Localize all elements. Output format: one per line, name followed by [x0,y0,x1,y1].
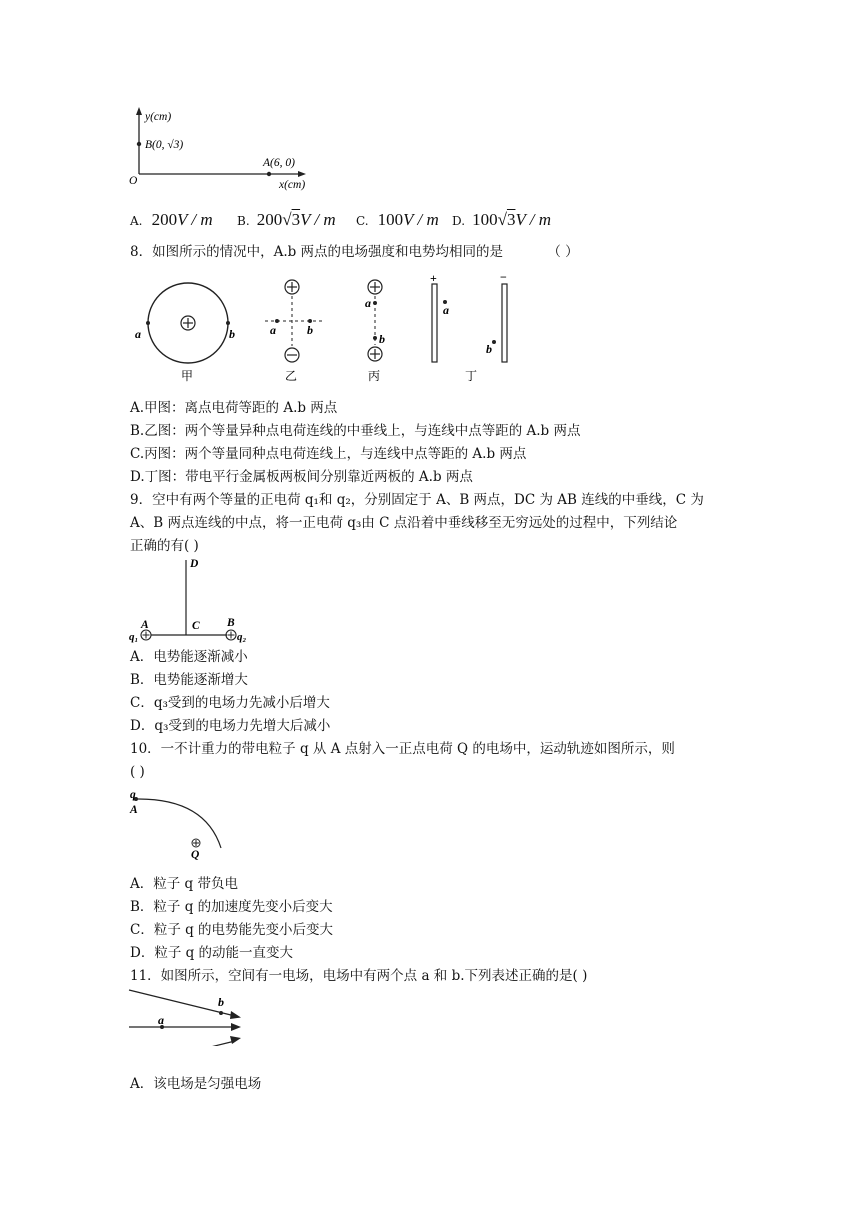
q9-option-a[interactable]: A．电势能逐渐减小 [130,649,248,665]
q7-option-c[interactable] [356,210,439,230]
panel-jia [135,283,235,383]
q10-option-d[interactable]: D．粒子 q 的动能一直变大 [130,945,294,961]
trajectory-curve [136,799,221,848]
q8-stem-text: 8．如图所示的情况中，A.b 两点的电场强度和电势均相同的是 [130,244,504,260]
label-a: A [141,619,149,631]
q9-stem-line-3: 正确的有( ) [130,538,199,554]
q10-stem-line-1: 10．一不计重力的带电粒子 q 从 A 点射入一正点电荷 Q 的电场中，运动轨迹如图所示，则 [130,741,675,757]
option-unit: V / m [300,210,336,229]
q10-stem-line-2: ( ) [130,764,145,780]
q8-option-c[interactable]: C.丙图：两个等量同种点电荷连线上，与连线中点等距的 A.b 两点 [130,446,527,462]
option-unit: V / m [515,210,552,229]
q8-option-b[interactable]: B.乙图：两个等量异种点电荷连线的中垂线上，与连线中点等距的 A.b 两点 [130,423,581,439]
q9-charges-figure [125,556,265,646]
plate-plus-sign: + [430,272,437,285]
arrow-bottom [230,1036,241,1044]
q9-option-b[interactable]: B．电势能逐渐增大 [130,672,248,688]
option-value: 100 [472,210,498,229]
option-sqrt: 3 [506,210,516,229]
point-b-dot [219,1011,223,1015]
y-axis-arrow [136,107,142,115]
label-b: b [307,323,313,337]
option-value: 100 [377,210,404,229]
label-a: a [443,303,449,317]
q7-coordinate-figure [125,104,325,192]
point-a-label: A(6, 0) [263,157,295,169]
label-yi: 乙 [285,369,298,383]
q11-option-a[interactable]: A．该电场是匀强电场 [130,1076,262,1092]
label-b: b [218,995,224,1009]
q9-option-c[interactable]: C．q₃受到的电场力先减小后增大 [130,695,330,711]
point-a [146,321,150,325]
label-a: a [158,1013,164,1027]
panel-bing [365,280,385,383]
label-b: B [227,617,235,629]
option-unit: V / m [177,210,213,229]
q9-stem-line-2: A、B 两点连线的中点，将一正电荷 q₃由 C 点沿着中垂线移至无穷远处的过程中，下列结论 [130,515,678,531]
label-bing: 丙 [368,369,381,383]
q8-four-panel-figure [125,272,525,390]
q9-option-d[interactable]: D．q₃受到的电场力先增大后减小 [130,718,331,734]
option-letter: B. [237,214,250,228]
label-q1: q₁ [129,631,139,643]
q7-options [130,206,600,230]
negative-plate [502,284,507,362]
point-b [373,336,377,340]
option-unit: V / m [403,210,439,229]
plate-minus-sign: − [500,272,507,284]
label-q2: q₂ [237,631,247,643]
x-axis-label: x(cm) [279,179,306,191]
q10-option-b[interactable]: B．粒子 q 的加速度先变小后变大 [130,899,333,915]
q10-option-a[interactable]: A．粒子 q 带负电 [130,876,238,892]
point-b-label: B(0, √3) [145,139,184,151]
point-b [226,321,230,325]
q7-option-a[interactable] [130,210,213,230]
option-sqrt: 3 [291,210,301,229]
option-letter: D. [452,214,466,228]
q8-stem [130,242,579,262]
label-c: C [192,620,200,632]
point-b-dot [137,142,141,146]
arrow-middle [231,1023,241,1031]
origin-label: O [129,175,138,187]
q11-field-lines-figure [125,986,250,1046]
x-axis-arrow [298,171,306,177]
label-q: q [130,789,136,801]
q7-option-d[interactable] [452,210,551,230]
point-a-dot [267,172,271,176]
option-letter: C. [356,214,369,228]
panel-yi [265,280,322,383]
y-axis-label: y(cm) [145,111,172,123]
label-a: a [270,323,276,337]
q11-stem: 11．如图所示，空间有一电场，电场中有两个点 a 和 b.下列表述正确的是( ) [130,968,588,984]
point-a [373,301,377,305]
q8-answer-paren: （ ） [547,244,579,260]
label-d: D [190,558,199,570]
panel-ding [430,272,507,383]
option-value: 200 [151,210,178,229]
q10-option-c[interactable]: C．粒子 q 的电势能先变小后变大 [130,922,334,938]
label-b: b [486,342,492,356]
label-big-q: Q [191,849,200,861]
arrow-top [230,1011,241,1019]
q10-trajectory-figure [125,788,235,863]
label-b: b [379,332,385,346]
option-letter: A. [130,214,143,228]
point-b [492,340,496,344]
sqrt-sign: √ [282,210,292,229]
q8-option-d[interactable]: D.丁图：带电平行金属板两板间分别靠近两板的 A.b 两点 [130,469,473,485]
q8-option-a[interactable]: A.甲图：离点电荷等距的 A.b 两点 [130,400,338,416]
q7-option-b[interactable] [237,210,336,230]
label-ding: 丁 [465,369,478,383]
q9-stem-line-1: 9．空中有两个等量的正电荷 q₁和 q₂，分别固定于 A、B 两点，DC 为 AB 连线的中垂线，C 为 [130,492,704,508]
option-value: 200 [256,210,283,229]
label-a: a [365,296,371,310]
label-b: b [229,327,235,341]
positive-plate [432,284,437,362]
field-line-bottom [129,1041,235,1046]
label-a: a [135,327,141,341]
sqrt-sign: √ [497,210,507,229]
label-a: A [130,804,138,816]
label-jia: 甲 [181,369,194,383]
